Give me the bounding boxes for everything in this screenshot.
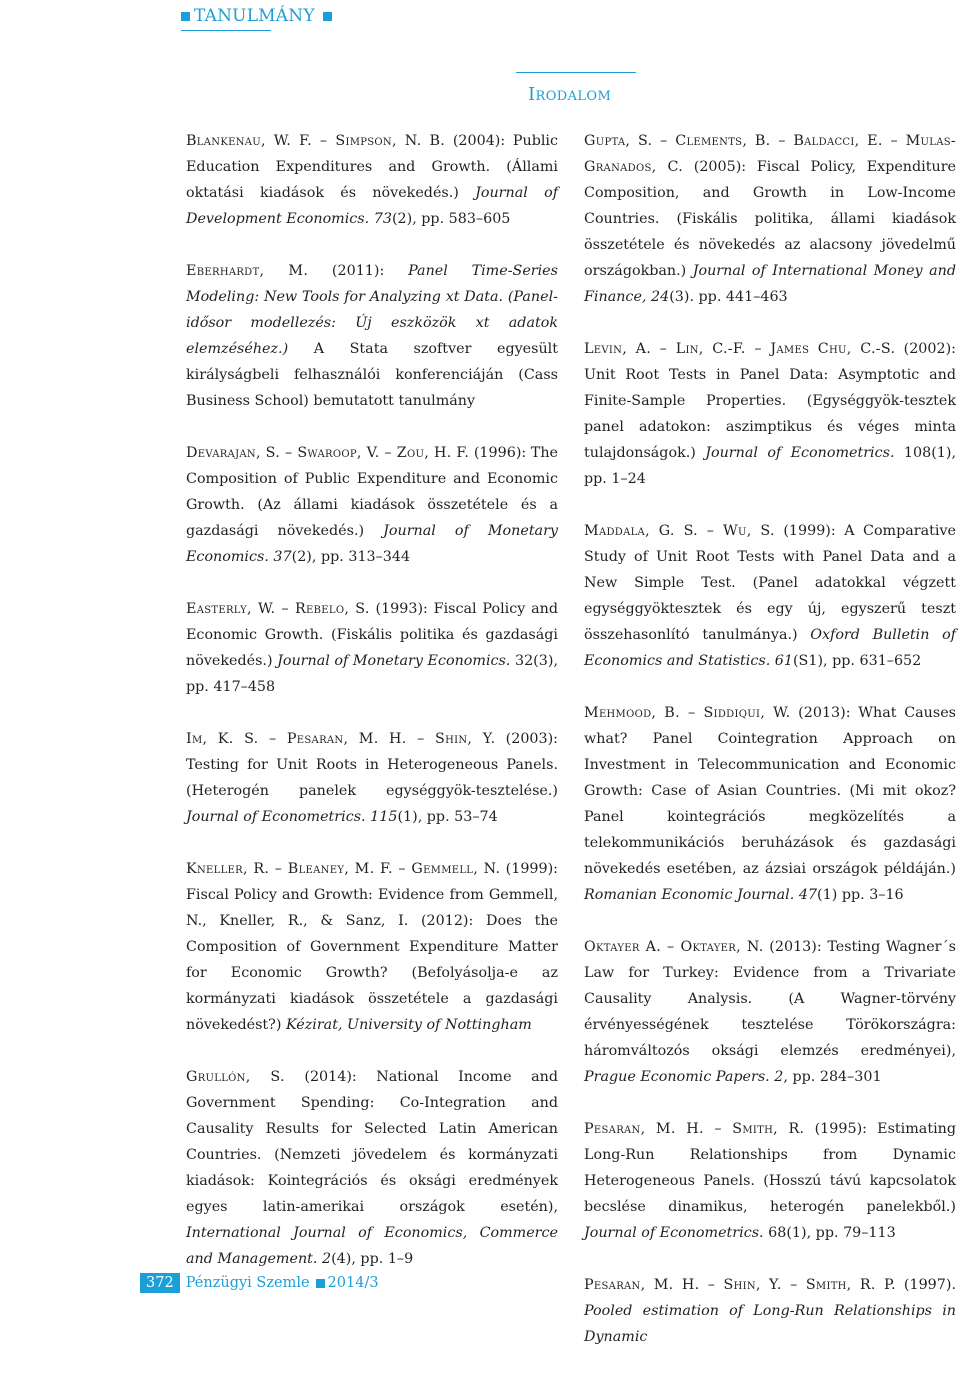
section-header [181, 4, 332, 28]
references-left-column [186, 128, 558, 1298]
reference-authors: Pesaran, M. H. – Smith, R. [584, 1121, 805, 1137]
reference-text: A Stata szoftver egyesült királyságbeli felhasználói konferenciáján (Cass Business School) bemutatott tanulmány [186, 341, 558, 409]
header-rule [181, 30, 271, 31]
reference-source: Pooled estimation of Long-Run Relationships in Dynamic [584, 1303, 956, 1345]
reference-entry [186, 856, 558, 1038]
reference-text: (2002): Unit Root Tests in Panel Data: Asymptotic and Finite-Sample Properties. (Egységgyök-tesztek panel adatokon: aszimptikus és véges minta tulajdonságok.) [584, 341, 956, 461]
reference-text: (2013): Testing Wagner´s Law for Turkey: Evidence from a Trivariate Causality Analysis. (A Wagner-törvény érvényességének tesztelése Törökországra: háromváltozós oksági elemzés eredményei), [584, 939, 956, 1059]
reference-source: Romanian Economic Journal. 47 [584, 887, 818, 903]
square-marker-icon [181, 12, 190, 21]
page-number: 372 [140, 1273, 180, 1293]
reference-text: (2003): Testing for Unit Roots in Heterogeneous Panels. (Heterogén panelek egységgyök-tesztelése.) [186, 731, 559, 799]
reference-text: (1999): Fiscal Policy and Growth: Evidence from Gemmell, N., Kneller, R., & Sanz, I. (2012): Does the Composition of Government Expenditure Matter for Economic Growth? (Befolyásolja-e az kormányzati kiadások összetétele a gazdasági növekedést?) [186, 861, 559, 1033]
reference-authors: Im, K. S. – Pesaran, M. H. – Shin, Y. [186, 731, 496, 747]
reference-authors: Devarajan, S. – Swaroop, V. – Zou, H. F. [186, 445, 470, 461]
reference-source: Journal of International Money and Finance, 24 [584, 263, 956, 305]
reference-text: 68(1), pp. 79–113 [763, 1225, 896, 1241]
reference-authors: Oktayer A. – Oktayer, N. [584, 939, 764, 955]
reference-source: Journal of Development Economics. 73 [186, 185, 558, 227]
reference-authors: Gupta, S. – Clements, B. – Baldacci, E. – Mulas-Granados, C. [584, 133, 956, 175]
reference-entry [584, 1272, 956, 1350]
reference-text: 32(3), pp. 417–458 [186, 653, 558, 695]
reference-text: (1) pp. 3–16 [817, 887, 904, 903]
reference-text: (2), pp. 583–605 [391, 211, 511, 227]
reference-authors: Levin, A. – Lin, C.-F. – James Chu, C.-S. [584, 341, 896, 357]
issue-number: 2014/3 [327, 1275, 379, 1291]
reference-source: Journal of Econometrics. [705, 445, 895, 461]
reference-text: (1999): A Comparative Study of Unit Root Tests with Panel Data and a New Simple Test. (Panel adatokkal végzett egységgyöktesztek és egy új, egyszerű teszt összehasonlító tanulmánya.) [584, 523, 957, 643]
reference-text: (2), pp. 313–344 [291, 549, 411, 565]
reference-entry [584, 1116, 956, 1246]
reference-text: (1), pp. 53–74 [397, 809, 498, 825]
reference-entry [186, 128, 558, 232]
reference-authors: Kneller, R. – Bleaney, M. F. – Gemmell, N. [186, 861, 501, 877]
reference-text: (2014): National Income and Government Spending: Co-Integration and Causality Results for Selected Latin American Countries. (Nemzeti jövedelem és kormányzati kiadások: Kointegrációs és oksági eredmények egyes latin-amerikai országok esetén), [186, 1069, 558, 1215]
reference-source: Kézirat, University of Nottingham [285, 1017, 532, 1033]
reference-entry [584, 934, 956, 1090]
reference-entry [186, 596, 558, 700]
reference-entry [584, 336, 956, 492]
reference-authors: Blankenau, W. F. – Simpson, N. B. [186, 133, 446, 149]
reference-text: (2011): [308, 263, 409, 279]
reference-entry [584, 128, 956, 310]
reference-source: Oxford Bulletin of Economics and Statistics. 61 [584, 627, 956, 669]
reference-entry [186, 726, 558, 830]
square-marker-icon [316, 1279, 325, 1288]
journal-name: Pénzügyi Szemle [185, 1275, 310, 1291]
reference-source: Journal of Econometrics. [584, 1225, 764, 1241]
reference-text: (2005): Fiscal Policy, Expenditure Composition, and Growth in Low-Income Countries. (Fiskális politika, állami kiadások összetétele és növekedés az alacsony jövedelmű országokban.) [584, 159, 956, 279]
square-marker-icon [323, 12, 332, 21]
reference-authors: Pesaran, M. H. – Shin, Y. – Smith, R. P. [584, 1277, 896, 1293]
reference-authors: Grullón, S. [186, 1069, 285, 1085]
reference-text: (2013): What Causes what? Panel Cointegration Approach on Investment in Telecommunication and Economic Growth: Case of Asian Countries. (Mi mit okoz? Panel kointegrációs megközelítés a telekommunikációs beruházások és gazdasági növekedés esetében, az ázsiai országok példáján.) [584, 705, 957, 877]
reference-text: (3). pp. 441–463 [669, 289, 788, 305]
reference-entry [584, 518, 956, 674]
reference-text: (2004): Public Education Expenditures and Growth. (Állami oktatási kiadások és növekedés.) [186, 133, 559, 201]
reference-entry [186, 1064, 558, 1272]
reference-source: Panel Time-Series Modeling: New Tools for Analyzing xt Data. (Panel-idősor modellezés: Új eszközök xt adatok elemzéséhez.) [186, 263, 558, 357]
reference-entry [584, 700, 956, 908]
reference-entry [186, 440, 558, 570]
reference-source: Journal of Monetary Economics. [277, 653, 511, 669]
reference-authors: Easterly, W. – Rebelo, S. [186, 601, 370, 617]
reference-source: Journal of Monetary Economics. 37 [186, 523, 558, 565]
reference-text: (1996): The Composition of Public Expenditure and Economic Growth. (Az állami kiadások összetétele és a gazdasági növekedés.) [186, 445, 558, 539]
reference-authors: Mehmood, B. – Siddiqui, W. [584, 705, 791, 721]
reference-source: Prague Economic Papers. 2 [584, 1069, 784, 1085]
reference-authors: Eberhardt, M. [186, 263, 309, 279]
reference-text: (1993): Fiscal Policy and Economic Growth. (Fiskális politika és gazdasági növekedés.) [186, 601, 558, 669]
reference-text: (1995): Estimating Long-Run Relationships from Dynamic Heterogeneous Panels. (Hosszú távú kapcsolatok becslése dinamikus, heterogén panelekből.) [584, 1121, 957, 1215]
section-label: TANULMÁNY [194, 6, 315, 26]
reference-source: International Journal of Economics, Commerce and Management. 2 [186, 1225, 558, 1267]
reference-text: (S1), pp. 631–652 [792, 653, 922, 669]
page-footer [140, 1272, 379, 1294]
reference-source: Journal of Econometrics. 115 [186, 809, 398, 825]
reference-authors: Maddala, G. S. – Wu, S. [584, 523, 775, 539]
references-right-column [584, 128, 956, 1376]
reference-text: 108(1), pp. 1–24 [584, 445, 956, 487]
section-title: Irodalom [528, 84, 612, 105]
reference-entry [186, 258, 558, 414]
reference-text: (4), pp. 1–9 [331, 1251, 414, 1267]
reference-text: , pp. 284–301 [783, 1069, 882, 1085]
reference-text: (1997). [895, 1277, 956, 1293]
section-rule [516, 72, 636, 73]
